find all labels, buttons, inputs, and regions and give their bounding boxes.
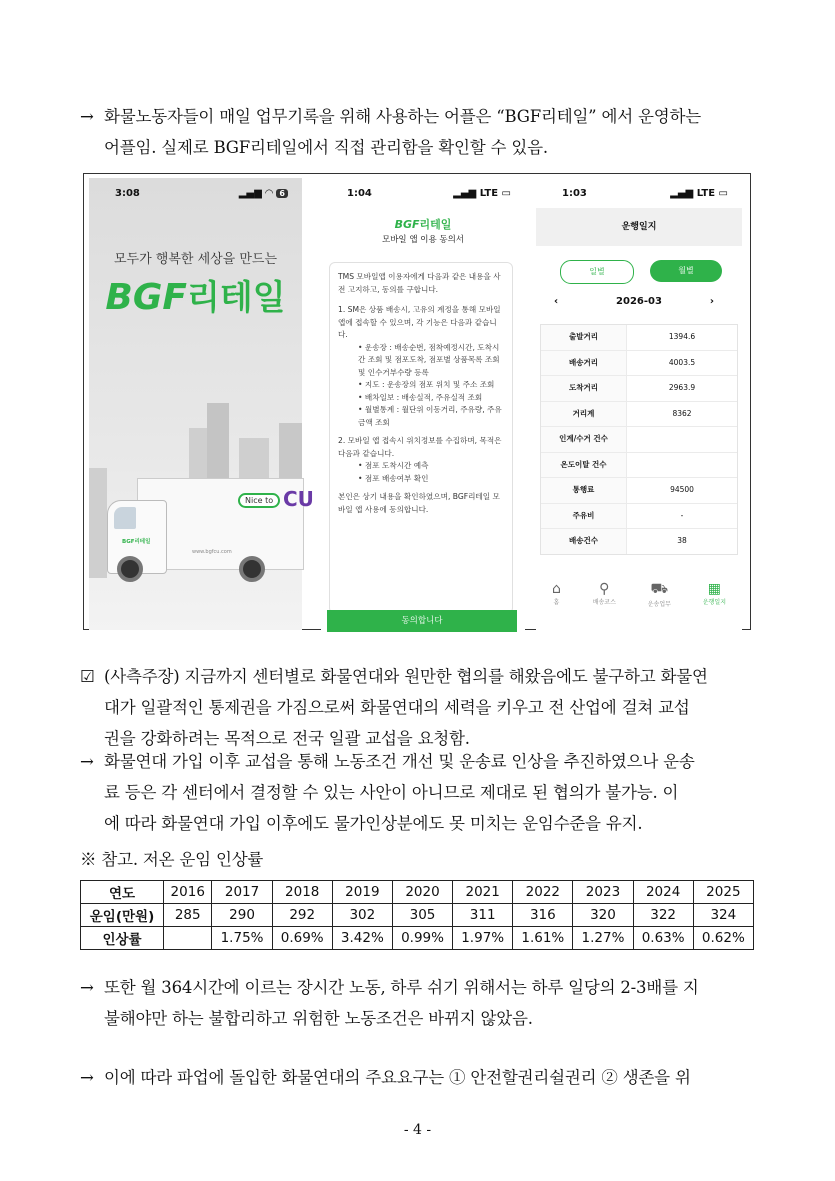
slogan: 모두가 행복한 세상을 만드는 — [113, 252, 278, 267]
table-row: 주유비 - — [541, 504, 737, 530]
checkbox-icon: ☑ — [80, 667, 95, 686]
battery-icon: 6 — [276, 189, 288, 198]
home-icon: ⌂ — [551, 581, 561, 597]
consent-title: 모바일 앱 이용 동의서 — [381, 235, 464, 245]
nav-transport[interactable]: ⛟ 운송업무 — [647, 581, 671, 608]
company-claim-paragraph: ☑ (사측주장) 지금까지 센터별로 화물연대와 원만한 협의를 해왔음에도 불구하고 화물연 대가 일괄적인 통제권을 가짐으로써 화물연대의 세력을 키우고 전 산업에 걸쳐 교섭 권을 강화하려는 목적으로 전국 일괄 교섭을 요청함. — [80, 661, 760, 754]
map-pin-icon: ⚲ — [599, 581, 610, 597]
table-row: 배송건수 38 — [541, 529, 737, 554]
calendar-icon: ▦ — [707, 581, 722, 597]
consent-screen — [321, 178, 525, 630]
table-row: 운임(만원) 285 290 292 302 305 311 316 320 322 324 — [81, 904, 754, 927]
chevron-left-icon[interactable]: ‹ — [554, 296, 559, 307]
status-bar: 1:04 ▂▄▆ LTE ▭ — [347, 188, 511, 199]
working-conditions-paragraph: → 또한 월 364시간에 이르는 장시간 노동, 하루 쉬기 위해서는 하루 일당의 2-3배를 지 불해야만 하는 불합리하고 위험한 노동조건은 바뀌지 않았음. — [80, 972, 760, 1034]
month-selector: ‹ 2026-03 › — [554, 296, 714, 307]
status-bar: 3:08 ▂▄▆ ◠ 6 — [115, 188, 288, 199]
wheel-icon — [117, 556, 143, 582]
nav-home[interactable]: ⌂ 홈 — [551, 581, 561, 606]
nav-course[interactable]: ⚲ 배송코스 — [592, 581, 616, 606]
table-row: 연도 2016 2017 2018 2019 2020 2021 2022 2023 2024 2025 — [81, 881, 754, 904]
driving-log-screen — [536, 178, 742, 630]
table-row: 인계/수거 건수 — [541, 427, 737, 453]
table-row: 거리계 8362 — [541, 402, 737, 428]
tab-daily[interactable]: 일별 — [560, 260, 634, 284]
table-row: 온도이탈 건수 — [541, 453, 737, 479]
table-row: 통행료 94500 — [541, 478, 737, 504]
truck-icon: ⛟ — [650, 581, 669, 597]
building-shape — [89, 468, 107, 578]
table-row: 도착거리 2963.9 — [541, 376, 737, 402]
tab-monthly[interactable]: 월별 — [650, 260, 722, 282]
splash-screen — [89, 178, 314, 630]
table-row: 배송거리 4003.5 — [541, 351, 737, 377]
status-bar: 1:03 ▂▄▆ LTE ▭ — [562, 188, 728, 199]
log-table — [540, 324, 738, 555]
bgf-logo: BGF리테일 — [394, 218, 452, 231]
chevron-right-icon[interactable]: › — [709, 296, 714, 307]
screen-header: 운행일지 — [536, 208, 742, 246]
consent-document: TMS 모바일앱 이용자에게 다음과 같은 내용을 사전 고지하고, 동의를 구합니다. 1. SM은 상품 배송시, 고유의 계정을 통해 모바일 앱에 접속할 수 있으며, 각 기능은 다음과 같습니다. • 운송장 : 배송순번, 점착예정시간, 도착시간 조회 및 점포도착, 점포별 상품목록 조회 및 인수거부수량 등록 • 지도 : 운송장의 점포 위치 및 주소 조회 • 배차일보 : 배송실적, 주유실적 조회 • 월별통계 : 월단위 이동거리, 주유량, 주유금액 조회 2. 모바일 앱 접속시 위치정보를 수집하며, 목적은 다음과 같습니다. • 점포 도착시간 예측 • 점포 배송여부 확인 본인은 상기 내용을 확인하였으며, BGF리테일 모바일 앱 사용에 동의합니다. — [329, 262, 513, 614]
arrow-bullet: → — [80, 107, 94, 126]
arrow-bullet: → — [80, 752, 94, 771]
arrow-bullet: → — [80, 978, 94, 997]
bottom-nav — [536, 581, 742, 608]
rebuttal-paragraph: → 화물연대 가입 이후 교섭을 통해 노동조건 개선 및 운송료 인상을 추진하였으나 운송 료 등은 각 센터에서 결정할 수 있는 사안이 아니므로 제대로 된 협의가 불가능. 이 에 따라 화물연대 가입 이후에도 물가인상분에도 못 미치는 운임수준을 유지. — [80, 746, 760, 839]
demands-paragraph: → 이에 따라 파업에 돌입한 화물연대의 주요요구는 ① 안전할권리쉴권리 ② 생존을 위 — [80, 1062, 760, 1093]
truck-cargo-box: Nice to CU www.bgfcu.com — [137, 478, 304, 570]
bgf-logo: BGF리테일 — [105, 277, 286, 318]
nav-log[interactable]: ▦ 운행일지 — [702, 581, 727, 606]
app-screenshots-figure — [83, 173, 751, 630]
intro-paragraph: → 화물노동자들이 매일 업무기록을 위해 사용하는 어플은 “BGF리테일” 에서 운영하는 어플임. 실제로 BGF리테일에서 직접 관리함을 확인할 수 있음. — [80, 101, 760, 163]
arrow-bullet: → — [80, 1068, 94, 1087]
fare-increase-table — [80, 880, 754, 950]
table-row: 출발거리 1394.6 — [541, 325, 737, 351]
agree-button[interactable]: 동의합니다 — [327, 610, 517, 632]
table-note: ※ 참고. 저온 운임 인상률 — [80, 850, 264, 869]
page-number: - 4 - — [403, 1122, 432, 1138]
wheel-icon — [239, 556, 265, 582]
building-shape — [207, 403, 229, 483]
table-row: 인상률 1.75% 0.69% 3.42% 0.99% 1.97% 1.61% 1.27% 0.63% 0.62% — [81, 927, 754, 950]
truck-cab: BGF리테일 — [107, 500, 167, 574]
